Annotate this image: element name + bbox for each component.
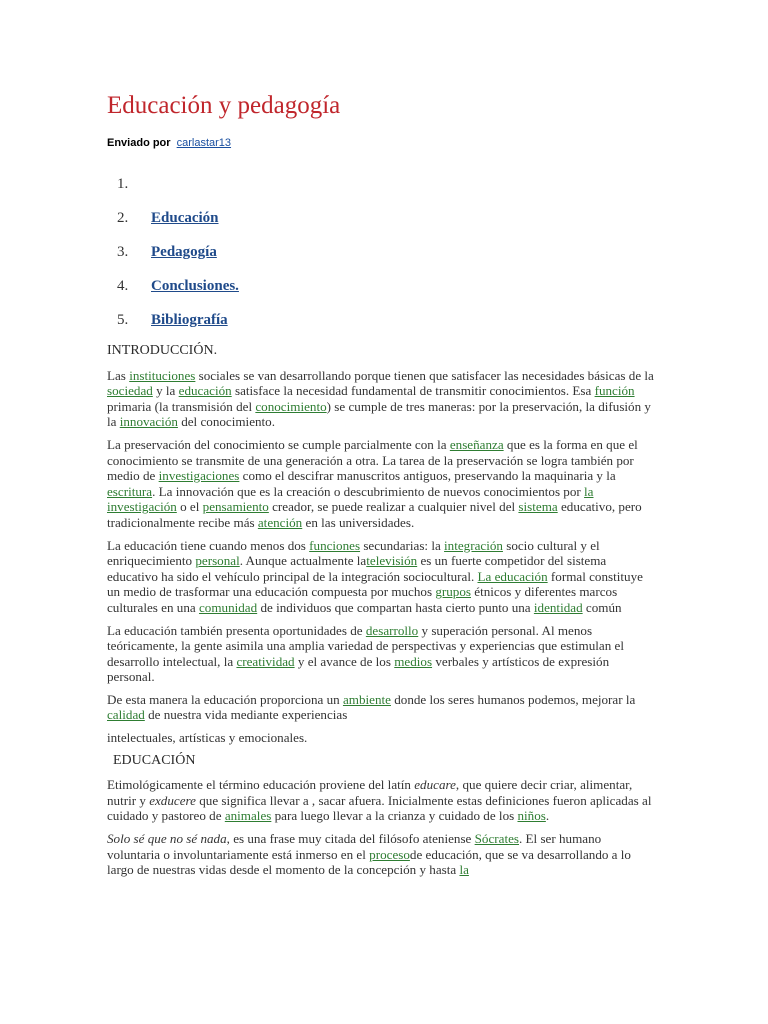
paragraph: [107, 437, 657, 531]
paragraph-text: formal constituye un medio de trasformar una educación compuesta por muchos: [107, 568, 643, 600]
paragraph-text: donde los seres humanos podemos, mejorar la: [390, 691, 636, 707]
paragraph-text: , es una frase muy citada del filósofo ateniense: [226, 831, 475, 847]
toc-number: 5.: [117, 312, 129, 328]
paragraph-text: socio cultural y el enriquecimiento: [107, 537, 600, 569]
paragraph-text: para luego llevar a la crianza y cuidado de los: [271, 808, 518, 824]
byline-label: Enviado por: [107, 137, 171, 149]
paragraph-text: y la: [152, 383, 179, 399]
paragraph-text: sociales se van desarrollando porque tienen que satisfacer las necesidades básicas de la: [195, 367, 654, 383]
inline-link[interactable]: televisión: [366, 553, 418, 569]
inline-link[interactable]: personal: [195, 553, 240, 569]
inline-link[interactable]: atención: [257, 514, 303, 530]
byline: [107, 137, 231, 149]
paragraph-text: educativo, pero tradicionalmente recibe más: [107, 499, 642, 530]
paragraph-text: . La innovación que es la creación o descubrimiento de nuevos conocimientos por: [152, 483, 585, 499]
intro-heading: [107, 343, 657, 359]
intro-heading-period: .: [213, 343, 218, 358]
inline-link[interactable]: medios: [394, 653, 433, 669]
paragraph: [107, 623, 657, 685]
paragraph-text: Las: [107, 367, 130, 383]
paragraph-text: . El ser humano voluntaria o involuntariamente está inmerso en el: [107, 831, 602, 862]
inline-link[interactable]: Sócrates: [474, 831, 519, 847]
paragraph-text: y superación personal. Al menos teóricamente, la gente asimila una amplia variedad de perspectivas y experiencias que estimulan el desarrollo intelectual, la: [107, 622, 624, 669]
inline-link[interactable]: grupos: [435, 584, 471, 600]
emphasis-text: Solo sé que no sé nada: [107, 831, 227, 847]
inline-link[interactable]: la: [459, 862, 469, 878]
inline-link[interactable]: desarrollo: [365, 622, 419, 638]
inline-link[interactable]: funciones: [309, 537, 361, 553]
paragraph-text: del conocimiento.: [177, 414, 276, 430]
inline-link[interactable]: función: [594, 383, 635, 399]
paragraph: [107, 730, 657, 746]
inline-link[interactable]: animales: [224, 808, 272, 824]
paragraph-text: o el: [176, 499, 203, 515]
inline-link[interactable]: educación: [178, 383, 232, 399]
paragraph-text: de individuos que compartan hasta cierto punto una: [257, 599, 534, 615]
paragraph-text: De esta manera la educación proporciona un: [107, 691, 343, 707]
article-body: [107, 343, 657, 885]
paragraph-text: que es la forma en que el conocimiento se transmite de una generación a otra. La tarea de la preservación se logra también por medio de: [107, 436, 638, 484]
inline-link[interactable]: niños: [517, 808, 546, 824]
paragraph-text: de nuestra vida mediante experiencias: [144, 707, 348, 723]
inline-link[interactable]: creatividad: [236, 653, 295, 669]
inline-link[interactable]: ambiente: [342, 691, 391, 707]
paragraph-text: común: [582, 599, 622, 615]
toc-link-educacion[interactable]: Educación: [151, 210, 219, 226]
paragraph-text: como el descifrar manuscritos antiguos, preservando la maquinaria y la: [239, 468, 616, 484]
inline-link[interactable]: comunidad: [198, 599, 258, 615]
toc-number: 3.: [117, 244, 129, 260]
section-heading: EDUCACIÓN: [113, 752, 196, 768]
intro-paragraphs: [107, 368, 657, 746]
inline-link[interactable]: pensamiento: [202, 499, 269, 515]
paragraph-text: La educación también presenta oportunidades de: [107, 622, 366, 638]
paragraph-text: intelectuales, artísticas y emocionales.: [107, 730, 308, 746]
paragraph-text: .: [545, 808, 550, 824]
paragraph: [107, 538, 657, 616]
inline-link[interactable]: integración: [444, 537, 503, 553]
paragraph-text: en las universidades.: [302, 514, 415, 530]
paragraph-text: y el avance de los: [294, 653, 395, 669]
paragraph-text: , que quiere decir criar, alimentar, nutrir y: [107, 777, 633, 808]
toc-link-bibliografia[interactable]: Bibliografía: [151, 312, 228, 328]
paragraph-text: es un fuerte competidor del sistema educativo ha sido el vehículo principal de la integración sociocultural.: [107, 553, 607, 584]
inline-link[interactable]: conocimiento: [255, 398, 327, 414]
paragraph-text: verbales y artísticos de expresión personal.: [107, 653, 610, 685]
inline-link[interactable]: calidad: [107, 707, 145, 723]
paragraph-text: de educación, que se va desarrollando a lo largo de nuestras vidas desde el momento de la concepción y hasta: [107, 846, 631, 878]
paragraph: [107, 692, 657, 723]
toc-number: 1.: [117, 176, 129, 192]
paragraph-text: . Aunque actualmente la: [239, 553, 367, 569]
intro-heading-text: INTRODUCCIÓN: [107, 343, 214, 358]
paragraph-text: creador, se puede realizar a cualquier nivel del: [268, 499, 519, 515]
paragraph-text: primaria (la transmisión del: [107, 398, 256, 414]
emphasis-text: exducere: [149, 792, 196, 808]
paragraph-text: étnicos y diferentes marcos culturales en una: [107, 584, 618, 615]
inline-link[interactable]: escritura: [107, 483, 153, 499]
paragraph: [107, 368, 657, 430]
toc-number: 2.: [117, 210, 129, 226]
toc-link-pedagogia[interactable]: Pedagogía: [151, 244, 217, 260]
author-link[interactable]: carlastar13: [176, 137, 232, 149]
paragraph-text: La preservación del conocimiento se cumple parcialmente con la: [107, 436, 450, 452]
inline-link[interactable]: La educación: [477, 568, 548, 584]
inline-link[interactable]: investigaciones: [158, 468, 240, 484]
inline-link[interactable]: la investigación: [107, 483, 594, 515]
inline-link[interactable]: proceso: [369, 846, 410, 862]
toc-number: 4.: [117, 278, 129, 294]
education-paragraphs: [107, 777, 657, 878]
inline-link[interactable]: identidad: [533, 599, 583, 615]
paragraph: [107, 831, 657, 878]
toc-link-conclusiones[interactable]: Conclusiones.: [151, 278, 239, 294]
inline-link[interactable]: enseñanza: [449, 436, 504, 452]
inline-link[interactable]: sistema: [518, 499, 558, 515]
inline-link[interactable]: sociedad: [107, 383, 153, 399]
paragraph-text: ) se cumple de tres maneras: por la preservación, la difusión y la: [107, 398, 651, 430]
paragraph-text: secundarias: la: [360, 537, 445, 553]
paragraph-text: La educación tiene cuando menos dos: [107, 537, 310, 553]
inline-link[interactable]: instituciones: [129, 367, 196, 383]
page-title: Educación y pedagogía: [107, 92, 341, 119]
paragraph-text: satisface la necesidad fundamental de transmitir conocimientos. Esa: [231, 383, 595, 399]
paragraph-text: Etimológicamente el término educación proviene del latín: [107, 777, 415, 793]
paragraph: [107, 777, 657, 824]
inline-link[interactable]: innovación: [119, 414, 178, 430]
paragraph-text: que significa llevar a , sacar afuera. Inicialmente estas definiciones fueron aplicadas al cuidado y pastoreo de: [107, 792, 652, 824]
emphasis-text: educare: [414, 777, 456, 793]
